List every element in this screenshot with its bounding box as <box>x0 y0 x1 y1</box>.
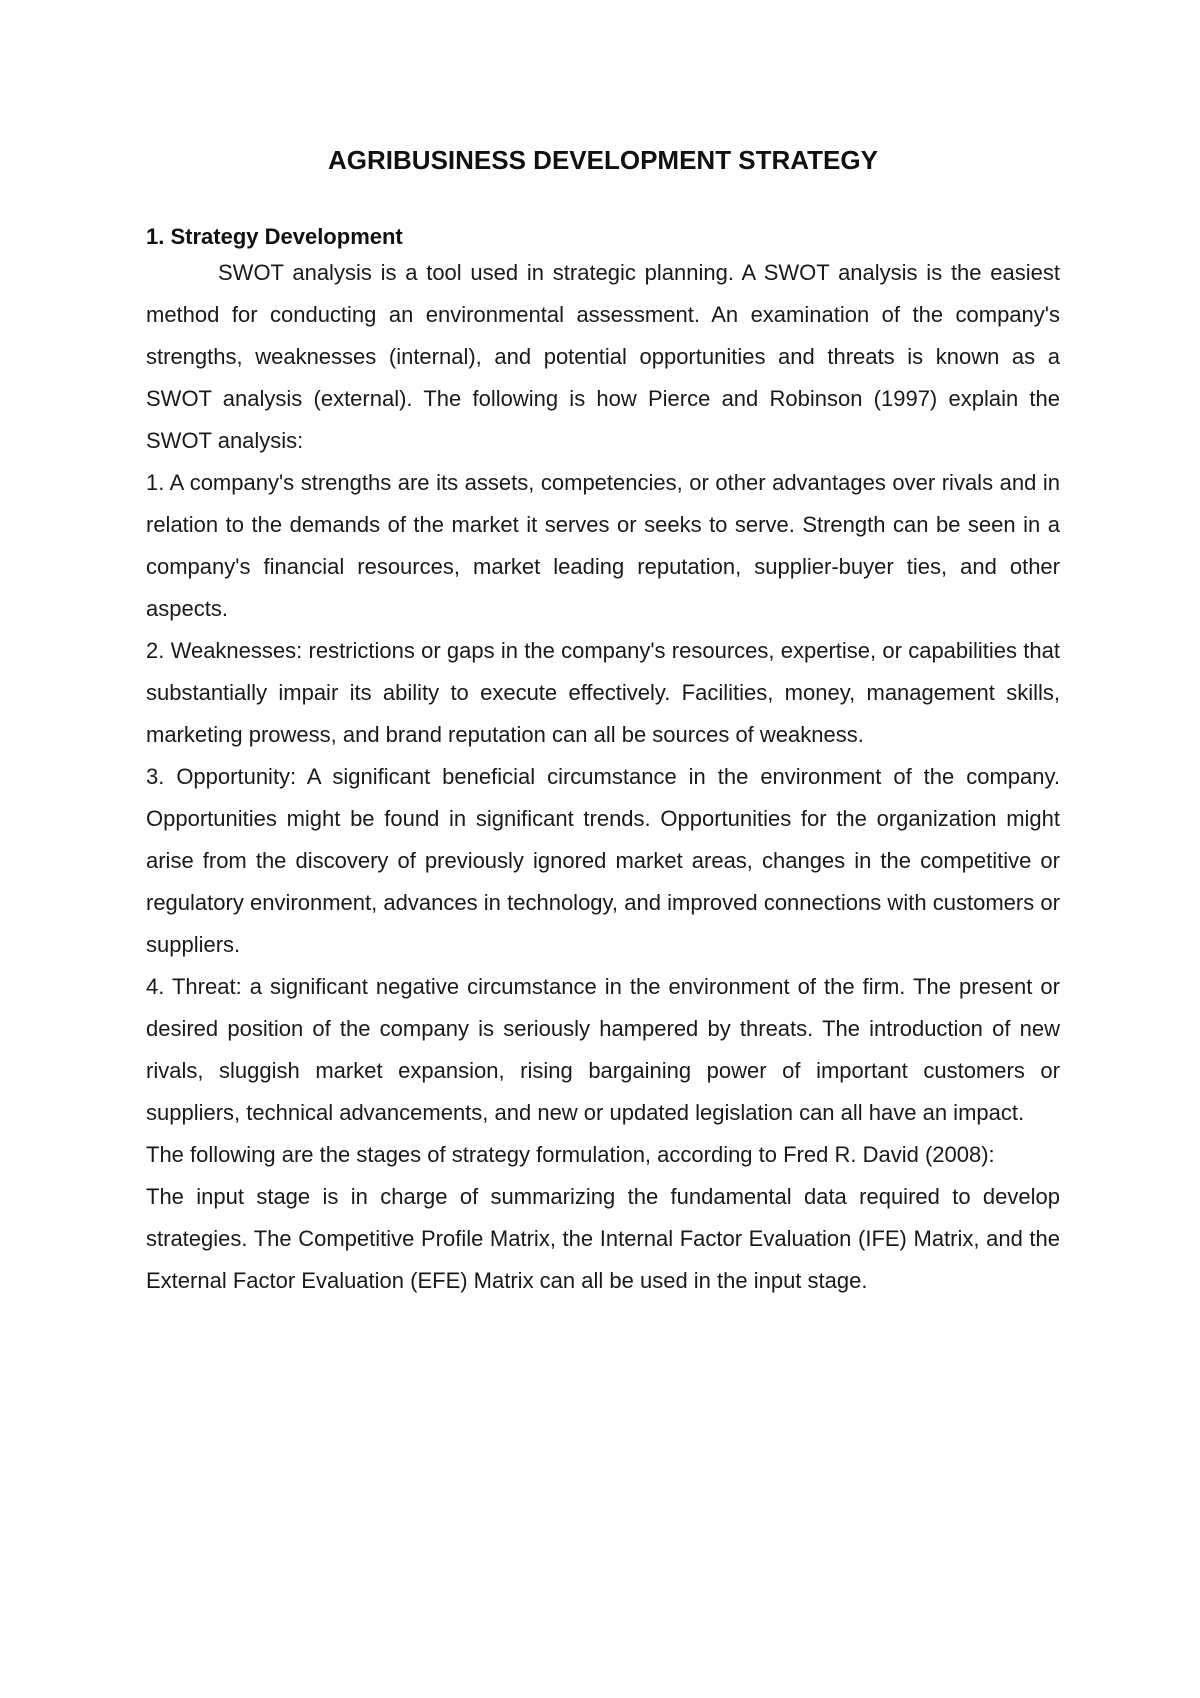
section-heading: 1. Strategy Development <box>146 224 403 249</box>
paragraph-input-stage: The input stage is in charge of summarizing the fundamental data required to develop strategies. The Competitive Profile Matrix, the Internal Factor Evaluation (IFE) Matrix, and the External Factor Evaluation (EFE) Matrix can all be used in the input stage. <box>146 1184 1060 1293</box>
paragraph-stages-intro: The following are the stages of strategy formulation, according to Fred R. David (2008): <box>146 1142 995 1167</box>
paragraph-weaknesses: 2. Weaknesses: restrictions or gaps in the company's resources, expertise, or capabilities that substantially impair its ability to execute effectively. Facilities, money, management skills, marketing prowess, and brand reputation can all be sources of weakness. <box>146 638 1060 747</box>
document-title: AGRIBUSINESS DEVELOPMENT STRATEGY <box>328 145 878 175</box>
paragraph-threat: 4. Threat: a significant negative circumstance in the environment of the firm. The present or desired position of the company is seriously hampered by threats. The introduction of new rivals, sluggish market expansion, rising bargaining power of important customers or suppliers, technical advancements, and new or updated legislation can all have an impact. <box>146 974 1060 1125</box>
document-body <box>146 142 1060 1302</box>
paragraph-opportunity: 3. Opportunity: A significant beneficial circumstance in the environment of the company. Opportunities might be found in significant trends. Opportunities for the organization might arise from the discovery of previously ignored market areas, changes in the competitive or regulatory environment, advances in technology, and improved connections with customers or suppliers. <box>146 764 1060 957</box>
paragraph-strengths: 1. A company's strengths are its assets, competencies, or other advantages over rivals and in relation to the demands of the market it serves or seeks to serve. Strength can be seen in a company's financial resources, market leading reputation, supplier-buyer ties, and other aspects. <box>146 470 1060 621</box>
paragraph-swot-intro: SWOT analysis is a tool used in strategic planning. A SWOT analysis is the easiest method for conducting an environmental assessment. An examination of the company's strengths, weaknesses (internal), and potential opportunities and threats is known as a SWOT analysis (external). The following is how Pierce and Robinson (1997) explain the SWOT analysis: <box>146 260 1060 453</box>
